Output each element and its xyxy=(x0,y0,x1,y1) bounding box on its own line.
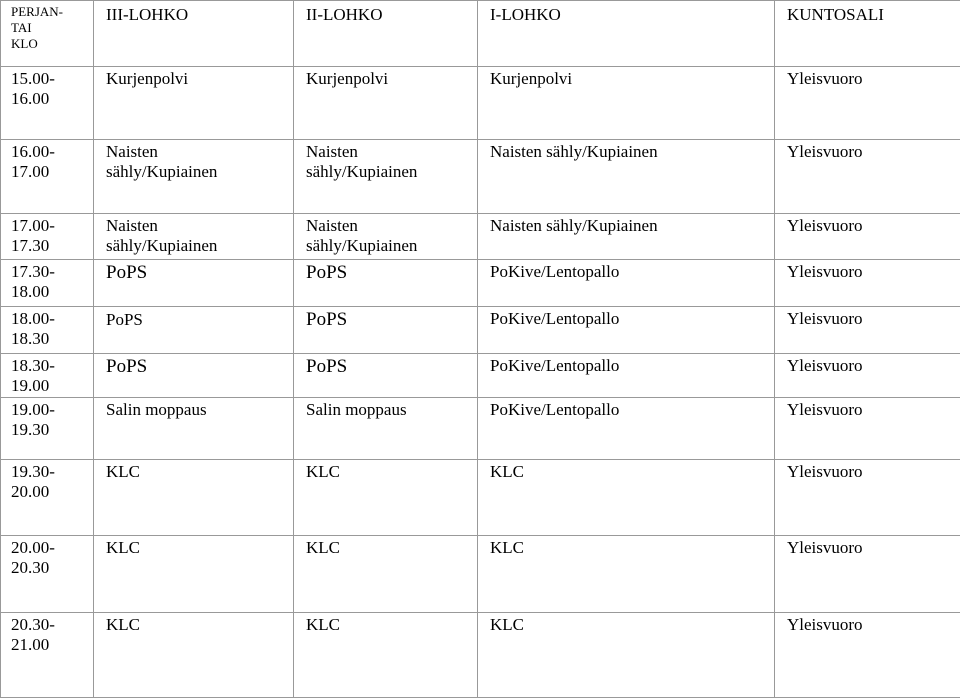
cell-i-lohko: PoKive/Lentopallo xyxy=(478,260,775,307)
cell-i-lohko: PoKive/Lentopallo xyxy=(478,398,775,460)
cell-kuntosali: Yleisvuoro xyxy=(775,260,960,307)
table-row xyxy=(1,353,960,398)
table-row xyxy=(1,213,960,260)
cell-i-lohko: KLC xyxy=(478,535,775,612)
cell-ii-lohko: Naisten sähly/Kupiainen xyxy=(294,139,478,213)
table-row xyxy=(1,535,960,612)
cell-kuntosali: Yleisvuoro xyxy=(775,306,960,353)
table-row xyxy=(1,260,960,307)
header-iii-lohko: III-LOHKO xyxy=(94,1,294,67)
header-kuntosali: KUNTOSALI xyxy=(775,1,960,67)
cell-kuntosali: Yleisvuoro xyxy=(775,459,960,535)
time-cell: 17.30- 18.00 xyxy=(1,260,94,307)
cell-kuntosali: Yleisvuoro xyxy=(775,612,960,697)
cell-iii-lohko: Naisten sähly/Kupiainen xyxy=(94,213,294,260)
cell-iii-lohko: Salin moppaus xyxy=(94,398,294,460)
time-cell: 20.30- 21.00 xyxy=(1,612,94,697)
table-row xyxy=(1,139,960,213)
table-row xyxy=(1,459,960,535)
cell-iii-lohko: PoPS xyxy=(94,306,294,353)
cell-iii-lohko: PoPS xyxy=(94,353,294,398)
cell-ii-lohko: PoPS xyxy=(294,260,478,307)
cell-ii-lohko: Salin moppaus xyxy=(294,398,478,460)
cell-iii-lohko: KLC xyxy=(94,612,294,697)
cell-iii-lohko: Naisten sähly/Kupiainen xyxy=(94,139,294,213)
cell-ii-lohko: Naisten sähly/Kupiainen xyxy=(294,213,478,260)
time-cell: 19.30- 20.00 xyxy=(1,459,94,535)
cell-i-lohko: Kurjenpolvi xyxy=(478,66,775,139)
cell-i-lohko: KLC xyxy=(478,612,775,697)
cell-ii-lohko: PoPS xyxy=(294,353,478,398)
cell-iii-lohko: KLC xyxy=(94,459,294,535)
cell-kuntosali: Yleisvuoro xyxy=(775,353,960,398)
cell-iii-lohko: KLC xyxy=(94,535,294,612)
cell-i-lohko: PoKive/Lentopallo xyxy=(478,353,775,398)
cell-i-lohko: KLC xyxy=(478,459,775,535)
cell-ii-lohko: Kurjenpolvi xyxy=(294,66,478,139)
cell-kuntosali: Yleisvuoro xyxy=(775,66,960,139)
table-row xyxy=(1,398,960,460)
time-cell: 17.00- 17.30 xyxy=(1,213,94,260)
cell-i-lohko: PoKive/Lentopallo xyxy=(478,306,775,353)
header-time: PERJAN- TAI KLO xyxy=(1,1,94,67)
cell-kuntosali: Yleisvuoro xyxy=(775,398,960,460)
time-cell: 18.00- 18.30 xyxy=(1,306,94,353)
time-cell: 16.00- 17.00 xyxy=(1,139,94,213)
time-cell: 19.00- 19.30 xyxy=(1,398,94,460)
cell-i-lohko: Naisten sähly/Kupiainen xyxy=(478,139,775,213)
cell-ii-lohko: KLC xyxy=(294,535,478,612)
cell-kuntosali: Yleisvuoro xyxy=(775,139,960,213)
cell-kuntosali: Yleisvuoro xyxy=(775,535,960,612)
cell-iii-lohko: Kurjenpolvi xyxy=(94,66,294,139)
cell-ii-lohko: PoPS xyxy=(294,306,478,353)
time-cell: 15.00- 16.00 xyxy=(1,66,94,139)
time-cell: 18.30- 19.00 xyxy=(1,353,94,398)
time-cell: 20.00- 20.30 xyxy=(1,535,94,612)
cell-kuntosali: Yleisvuoro xyxy=(775,213,960,260)
cell-ii-lohko: KLC xyxy=(294,459,478,535)
header-ii-lohko: II-LOHKO xyxy=(294,1,478,67)
cell-ii-lohko: KLC xyxy=(294,612,478,697)
table-row xyxy=(1,306,960,353)
header-i-lohko: I-LOHKO xyxy=(478,1,775,67)
table-row xyxy=(1,66,960,139)
cell-i-lohko: Naisten sähly/Kupiainen xyxy=(478,213,775,260)
cell-iii-lohko: PoPS xyxy=(94,260,294,307)
header-row xyxy=(1,1,960,67)
table-row xyxy=(1,612,960,697)
